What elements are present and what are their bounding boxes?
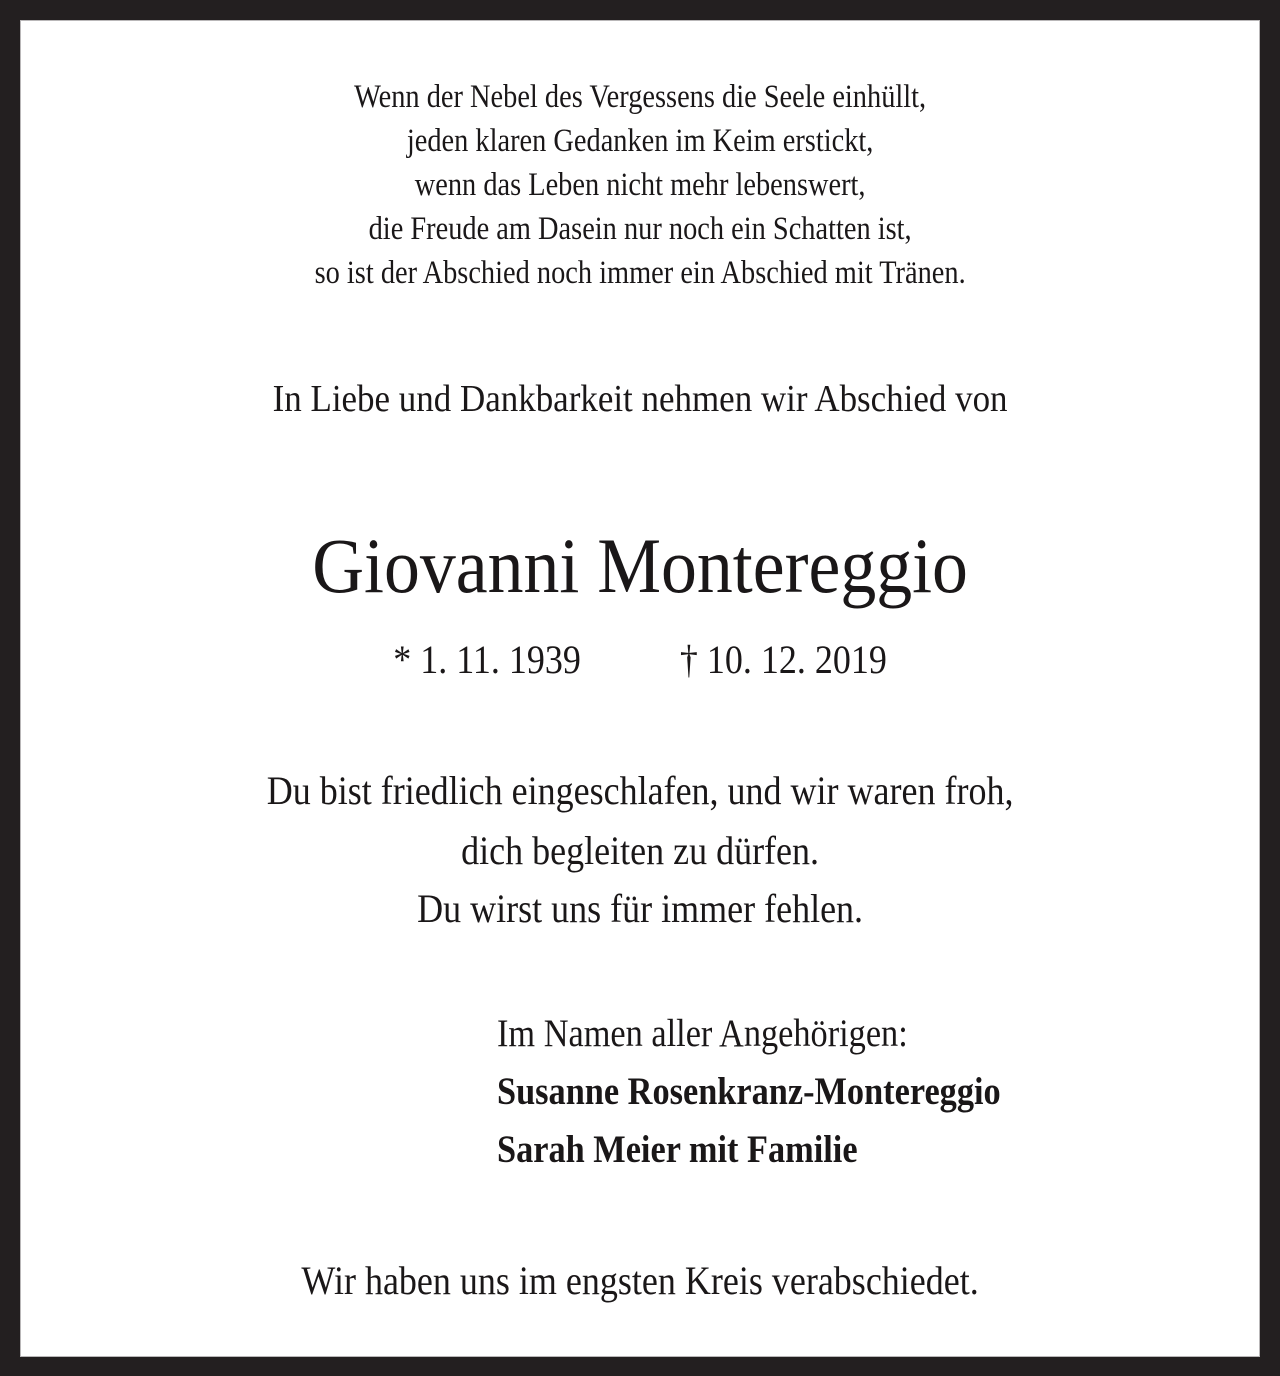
poem-line: jeden klaren Gedanken im Keim erstickt,: [406, 123, 874, 159]
intro-text: In Liebe und Dankbarkeit nehmen wir Abschied von: [272, 378, 1008, 420]
poem-line: die Freude am Dasein nur noch ein Schatten ist,: [368, 211, 912, 247]
signature-name: Sarah Meier mit Familie: [497, 1128, 858, 1171]
obituary-card: [20, 20, 1260, 1357]
signature-name: Susanne Rosenkranz-Montereggio: [497, 1070, 1001, 1113]
poem-line: wenn das Leben nicht mehr lebenswert,: [414, 167, 866, 203]
farewell-line: Du wirst uns für immer fehlen.: [417, 886, 864, 931]
death-date: † 10. 12. 2019: [679, 637, 887, 682]
farewell-line: dich begleiten zu dürfen.: [461, 828, 820, 873]
farewell-line: Du bist friedlich eingeschlafen, und wir waren froh,: [266, 768, 1014, 813]
deceased-name: Giovanni Montereggio: [312, 522, 968, 609]
closing-text: Wir haben uns im engsten Kreis verabschiedet.: [301, 1258, 979, 1303]
poem-line: so ist der Abschied noch immer ein Abschied mit Tränen.: [314, 255, 966, 291]
birth-date: * 1. 11. 1939: [393, 637, 581, 682]
life-dates: [83, 636, 1197, 683]
signature-heading: Im Namen aller Angehörigen:: [497, 1012, 908, 1055]
poem-line: Wenn der Nebel des Vergessens die Seele einhüllt,: [354, 79, 927, 115]
